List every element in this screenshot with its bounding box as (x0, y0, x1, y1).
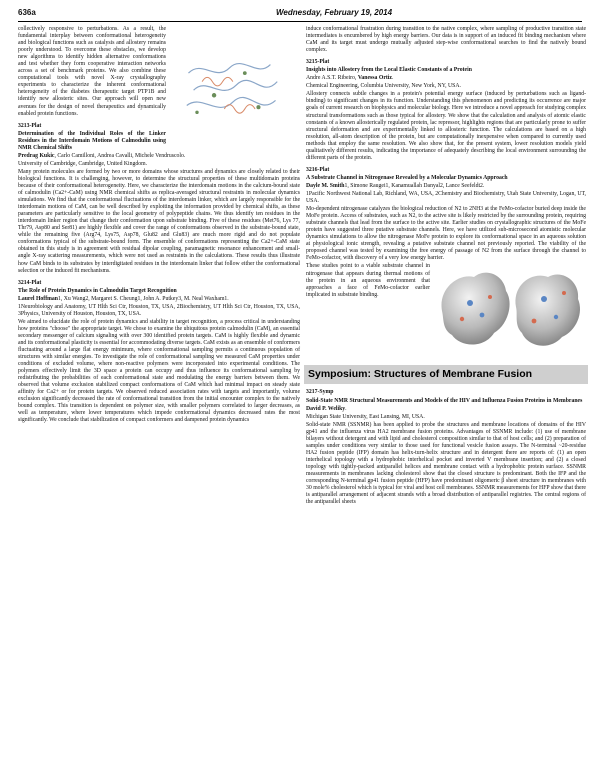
lead-author: Predrag Kukic (18, 152, 55, 159)
lead-author: Dayle M. Smith (306, 182, 345, 189)
abstract-authors (306, 75, 586, 82)
co-authors: . (391, 75, 394, 82)
abstract-title: The Role of Protein Dynamics in Calmodulin Target Recognition (18, 287, 177, 294)
abstract-affiliation: 1Neurobiology and Anatomy, UT Hlth Sci Ctr, Houston, TX, USA, 2Biochemistry, UT Hlth Sci Ctr, Houston, TX, USA, 3Physics, University of Houston, Houston, TX, USA. (18, 303, 300, 317)
abstract-body-continued: These studies point to a viable substrate channel in nitrogenase that appears during thermal motions of the protein in an aqueous environment that approaches a face of FeMo-cofactor earlier implicated in substrate binding. (306, 263, 430, 298)
lead-author: Laurel Hoffman (18, 295, 58, 302)
abstract-body: Allostery connects subtle changes in a protein's potential energy surface (induced by perturbations such as ligand-binding) to significant changes in its function. Understanding this phenomenon and predicting its occurrence are major goals of current research on biophysics and molecular biology. Here we introduce a novel approach for studying complex structural transformations such as those typical for allostery. We show that the calculation and analysis of atomic elastic constants of a known allosterically regulated protein, lac repressor, highlights regions that are particularly prone to suffer structural deformation and are experimentally linked to allosteric function. The calculations are based on a high resolution, all-atom description of the protein, but are computationally inexpensive when compared to currently used methods that employ the same resolution. We also show that, for the present system, lower resolution models yield qualitatively different results, indicating the importance of adequately describing the local environment surrounding the different parts of the protein. (306, 91, 586, 161)
abstract-body: We aimed to elucidate the role of protein dynamics and stability in target recognition, a process critical in understanding how proteins "choose" the appropriate target. We chose to examine the ubiquitous protein calmodulin (CaM), an essential secondary messenger of calcium signaling with over 300 identified protein targets. CaM is highly flexible and dynamic and its conformational plasticity is essential for accommodating diverse targets. CaM exists as an ensemble of conformers fluctuating around a large flat energy minimum, where conformational sampling permits a continuous population of structures with similar energies. To investigate the role of conformational sampling we measured CaM properties under conditions of excluded volume, where non-reactive polymers were incorporated into experimental conditions. The polymers effectively limit the 3D space a protein can occupy and thus influence its conformational sampling by redistributing the probabilities of each conformational state and modulating the energy barriers between them. We observed that volume exclusion stabilized compact conformations of CaM which had minimal impact on steady state affinity for Ca2+ or for protein targets. We observed reduced association rates with targets and importantly, volume exclusion significantly decreased the rate of conformational transition from the initial encounter complex to the natively bound complex. This transition is dependent on polymer size, with smaller polymers correlated to larger decreases, as well as temperature, where lower temperatures which impede conformational dynamics decreased rates the most significantly. We conclude that stabilization of compact conformers and dampened protein dynamics (18, 318, 300, 424)
abstract-affiliation: University of Cambridge, Cambridge, United Kingdom. (18, 160, 148, 167)
co-authors: . (345, 405, 347, 412)
nitrogenase-figure (434, 263, 586, 357)
lead-author: David P. Weliky (306, 405, 346, 412)
co-authors: 1, Xu Wang2, Margaret S. Cheung1, John A. Putkey3, M. Neal Waxham1. (57, 295, 229, 302)
left-column (18, 26, 300, 426)
symposium-heading: Symposium: Structures of Membrane Fusion (304, 365, 588, 384)
abstract-body: Mo-dependent nitrogenase catalyzes the biological reduction of N2 to 2NH3 at the FeMo-cofactor buried deep inside the MoFe protein. Access of substrates, such as N2, to the active site is likely restricted by the surrounding protein, requiring substrate channels that lead from the surface to the active site. Earlier studies on crystallographic structures of the MoFe protein have suggested three putative substrate channels. Here, we have utilized sub-microsecond atomistic molecular dynamics simulations to allow the nitrogenase MoFe protein to explore its conformational space in an aqueous solution at physiological ionic strength, revealing a putative substrate channel not previously reported. The viability of the proposed channel was tested by examining the free energy of passage of N2 from the surface through the channel to FeMo-cofactor, with discovery of a very low energy barrier. (306, 206, 586, 262)
right-column (306, 26, 586, 507)
abstract-affiliation: Michigan State University, East Lansing, MI, USA. (306, 413, 425, 420)
first-authors: Andre A.S.T. Ribeiro, (306, 75, 358, 82)
abstract-authors (306, 183, 586, 190)
abstract-id: 3215-Plat (306, 59, 330, 66)
abstract-body: Many protein molecules are formed by two or more domains whose structures and dynamics are closely related to their biological functions. It is challenging, however, to determine the structural properties of these multidomain proteins because of their conformational heterogeneity. Here, we characterize the interdomain motions in the calcium-bound state of calmodulin (Ca2+-CaM) using NMR chemical shifts as replica-averaged structural restraints in molecular dynamics simulations. We find that the conformational fluctuations of the interdomain linker, which are largely responsible for the interdomain motions of CaM, can be well described by exploiting the information provided by chemical shifts, as these parameters are particularly sensitive to the local geometry of polypeptide chains. We thus identify ten residues in the interdomain linker region that change their conformation upon substrate binding. Five of these residues (Met76, Lys 77, Thr79, Asp80 and Ser81) are highly flexible and cover the range of conformations observed in the substrate-bound state, while the remaining five (Arg74, Lys75, Asp78, Glu82 and Glu83) are much more rigid and do not populate conformations typical of the substrate-bound form. The ensemble of conformations representing the Ca2+-CaM state obtained in this study is in agreement with residual dipolar coupling, paramagnetic resonance enhancement and small-angle X-ray scattering measurements, which were not used as restraints in the calculations. These results thus illustrate how CaM binds to its substrates by interdigitated residues in the interdomain linker that follow either the conformational selection or the induced fit mechanisms. (18, 168, 300, 274)
abstract-id: 3214-Plat (18, 279, 42, 286)
nitrogenase-surface-icon (434, 263, 586, 357)
protein-structure-icon (170, 56, 294, 126)
abstract-authors (18, 153, 300, 160)
abstract-authors (306, 406, 586, 413)
header-rule (18, 21, 582, 22)
abstract-id: 3217-Symp (306, 389, 334, 396)
left-intro-text: collectively responsive to perturbations. As a result, the fundamental interplay between conformational heterogeneity and biological functions such as catalysis and allostery remains poorly understood. To overcome these obstacles, we develop new algorithms to identify hidden alternative conformations and test whether they form cooperative interaction networks across a set of benchmark proteins. We also combine these computational tools with novel X-ray crystallography experiments to characterize the inherent conformational heterogeneity of the diabetes therapeutic target PTP1B and identify new allosteric sites. Our approach will open new avenues for the design of novel therapeutics and dynamically enabled protein functions. (18, 26, 166, 117)
right-intro-text: induce conformational frustration during transition to the native complex, where sampling of productive transition state intermediates is encumbered by high energy barriers. Our data is in support of an induced fit binding mechanism where CaM and its target must undergo mutually adjusted step-wise conformational searches to find the natively bound complex. (306, 26, 586, 54)
abstract-title: Solid-State NMR Structural Measurements and Models of the HIV and Influenza Fusion Proteins in Membranes (306, 397, 583, 404)
co-authors: 1, Simone Raugei1, Kanamuallah Danyal2, Lance Seefeldt2. (344, 182, 485, 189)
protein-structure-figure (170, 56, 300, 138)
abstract-authors (18, 296, 300, 303)
abstract-id: 3213-Plat (18, 122, 42, 129)
lead-author: Vanessa Ortiz (357, 75, 392, 82)
abstract-affiliation: Chemical Engineering, Columbia University, New York, NY, USA. (306, 83, 461, 90)
abstract-id: 3216-Plat (306, 166, 330, 173)
issue-date: Wednesday, February 19, 2014 (276, 8, 393, 17)
abstract-affiliation: 1Pacific Northwest National Lab, Richland, WA, USA, 2Chemistry and Biochemistry, Utah State University, Logan, UT, USA. (306, 190, 586, 205)
co-authors: , Carlo Camilloni, Andrea Cavalli, Michele Vendruscolo. (54, 152, 186, 159)
abstract-body: Solid-state NMR (SSNMR) has been applied to probe the structures and membrane locations of domains of the HIV gp41 and the influenza virus HA2 membrane fusion proteins. Advantages of SSNMR include: (1) use of membrane bilayers without detergent and with lipid and cholesterol composition similar to that of host cells; and (2) preparation of samples under conditions very similar to those used for functional vesicle fusion assays. The N-terminal ~20-residue HA2 fusion peptide (IFP) domain has helix-turn-helix structure and in detergent there are reports of: (1) an open interhelical topology with a hydrophobic interhelical pocket and inverted V membrane insertion; and (2) a closed topology with tightly-packed antiparallel helices and membrane contact with a hydrophobic protein surface. SSNMR measurements in membranes lacking cholesterol show that the closed structure is predominant. Both the IFP and the corresponding N-terminal gp41 fusion peptide (HFP) have predominant oligomeric β sheet structure in membranes with 30 mole% cholesterol which is typical for viral and host cell membranes. SSNMR measurements for HFP show that there is antiparallel arrangement of adjacent strands with a broad distribution of antiparallel registries. The central regions of the antiparallel sheets (306, 421, 586, 506)
abstract-title: A Substrate Channel in Nitrogenase Revealed by a Molecular Dynamics Approach (306, 174, 508, 181)
page-header (18, 8, 582, 20)
abstract-title: Determination of the Individual Roles of the Linker Residues in the Interdomain Motions of Calmodulin using NMR Chemical Shifts (18, 130, 166, 151)
abstract-title: Insights into Allostery from the Local Elastic Constants of a Protein (306, 67, 472, 74)
page-number: 636a (18, 8, 36, 17)
